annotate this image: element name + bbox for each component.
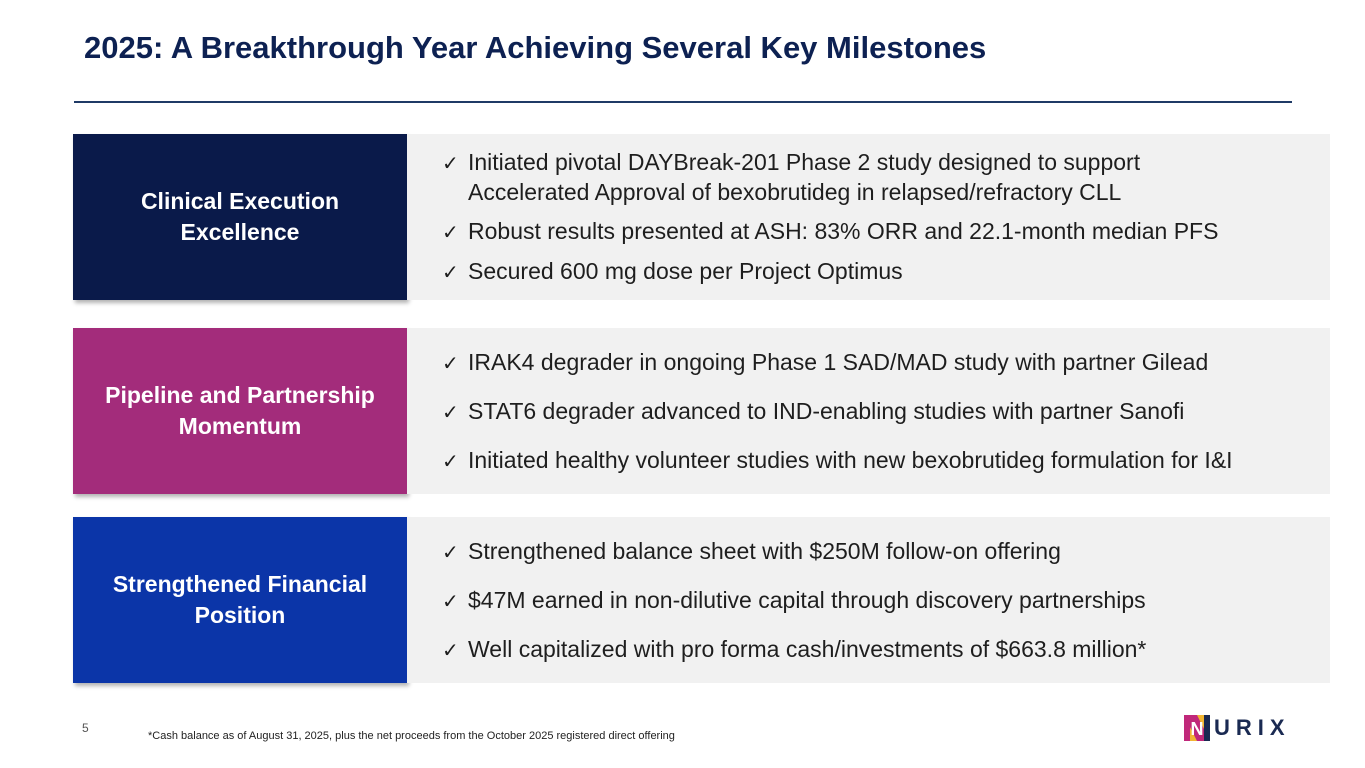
bullet-item xyxy=(442,396,1330,427)
bullet-text: Initiated pivotal DAYBreak-201 Phase 2 study designed to support Accelerated Approval of bexobrutideg in relapsed/refractory CLL xyxy=(468,149,1141,205)
section-label: Strengthened Financial Position xyxy=(112,571,368,628)
bullet-text: Robust results presented at ASH: 83% ORR and 22.1-month median PFS xyxy=(468,218,1219,244)
checkmark-icon: ✓ xyxy=(442,260,459,284)
bullet-item xyxy=(442,536,1330,567)
bullet-item xyxy=(442,216,1330,247)
bullet-text: $47M earned in non-dilutive capital through discovery partnerships xyxy=(468,586,1146,613)
section-label-box xyxy=(73,517,407,683)
checkmark-icon: ✓ xyxy=(442,151,459,175)
checkmark-icon: ✓ xyxy=(442,588,459,613)
nurix-logo xyxy=(1184,715,1291,741)
checkmark-icon: ✓ xyxy=(442,539,459,564)
milestone-row-financial xyxy=(0,517,1365,683)
bullet-panel xyxy=(407,517,1330,683)
bullet-panel xyxy=(407,134,1330,300)
bullet-item xyxy=(442,347,1330,378)
page-number: 5 xyxy=(82,721,89,735)
bullet-item xyxy=(442,634,1330,665)
checkmark-icon: ✓ xyxy=(442,637,459,662)
bullet-item xyxy=(442,445,1330,476)
section-label-box xyxy=(73,134,407,300)
logo-first-letter: N xyxy=(1190,719,1204,739)
bullet-text: STAT6 degrader advanced to IND-enabling studies with partner Sanofi xyxy=(468,397,1185,424)
milestone-row-clinical xyxy=(0,134,1365,300)
checkmark-icon: ✓ xyxy=(442,448,459,473)
bullet-text: Initiated healthy volunteer studies with new bexobrutideg formulation for I&I xyxy=(468,446,1233,473)
section-label: Pipeline and Partnership Momentum xyxy=(105,382,375,439)
bullet-text: Strengthened balance sheet with $250M follow-on offering xyxy=(468,537,1061,564)
bullet-text: IRAK4 degrader in ongoing Phase 1 SAD/MAD study with partner Gilead xyxy=(468,348,1209,375)
footnote: *Cash balance as of August 31, 2025, plus the net proceeds from the October 2025 registered direct offering xyxy=(148,730,675,742)
title-divider xyxy=(74,101,1292,103)
bullet-text: Well capitalized with pro forma cash/investments of $663.8 million* xyxy=(468,635,1147,662)
checkmark-icon: ✓ xyxy=(442,220,459,244)
milestone-row-pipeline xyxy=(0,328,1365,494)
bullet-text: Secured 600 mg dose per Project Optimus xyxy=(468,258,903,284)
logo-wordmark: URIX xyxy=(1214,715,1291,740)
slide-title: 2025: A Breakthrough Year Achieving Several Key Milestones xyxy=(84,30,987,65)
logo-n-mark-icon xyxy=(1184,715,1210,741)
section-label-box xyxy=(73,328,407,494)
bullet-item xyxy=(442,256,1330,287)
checkmark-icon: ✓ xyxy=(442,399,459,424)
bullet-panel xyxy=(407,328,1330,494)
checkmark-icon: ✓ xyxy=(442,350,459,375)
bullet-item xyxy=(442,585,1330,616)
section-label: Clinical Execution Excellence xyxy=(140,188,340,245)
bullet-item xyxy=(442,147,1330,207)
